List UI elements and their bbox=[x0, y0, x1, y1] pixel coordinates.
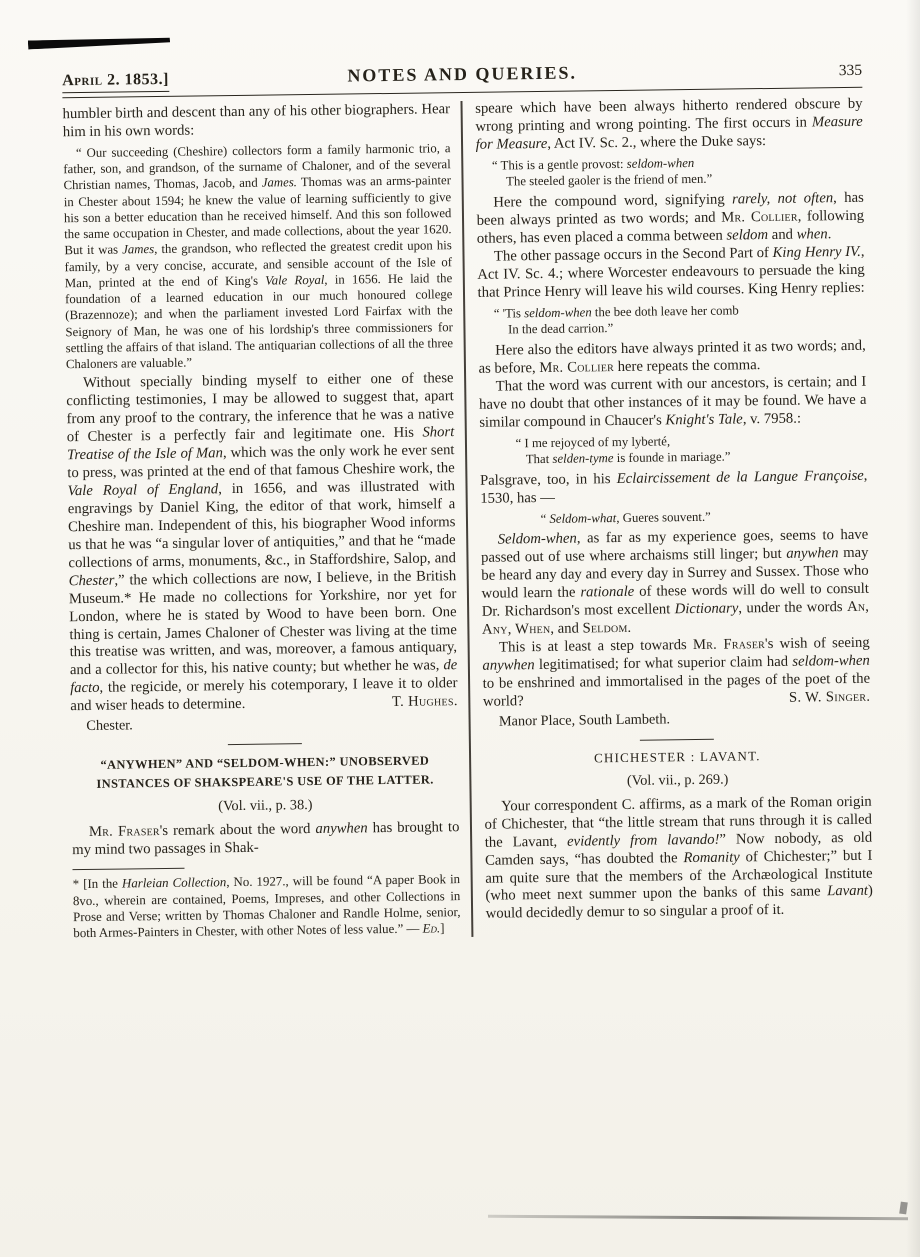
paragraph bbox=[63, 101, 451, 142]
text-segment: here repeats the comma. bbox=[613, 356, 761, 375]
article-heading: CHICHESTER : LAVANT. bbox=[593, 747, 761, 766]
text-segment: , the grandson, who reflected the greatest credit upon his family, by a very concise, accurate, and sensible account of the Isle of Man, printed at the end of King's bbox=[64, 238, 453, 291]
article-heading-line: “ANYWHEN” AND “SELDOM-WHEN:” UNOBSERVED bbox=[100, 753, 430, 772]
text-segment: , and bbox=[550, 620, 583, 637]
text-segment: That bbox=[525, 452, 553, 467]
quotation-block bbox=[63, 140, 453, 373]
page-number: 335 bbox=[838, 61, 863, 80]
text-segment: speare which have been always hitherto rendered obscure by wrong printing and wrong pointing. The first occurs in bbox=[475, 95, 863, 135]
text-segment: when bbox=[796, 226, 828, 243]
volume-reference: (Vol. vii., p. 269.) bbox=[626, 771, 729, 789]
text-segment: Short Treatise of the Isle of Man bbox=[66, 424, 455, 464]
text-segment: Measure for Measure bbox=[475, 113, 863, 153]
text-segment: , following others, has even placed a comma between bbox=[476, 207, 865, 247]
text-segment: Palsgrave, too, in his bbox=[479, 470, 617, 489]
text-segment: ) would decidedly demur to so singular a proof of it. bbox=[485, 883, 873, 923]
text-segment: seldom-when bbox=[792, 652, 870, 670]
text-segment: Vale Royal of England bbox=[67, 481, 219, 500]
text-segment: James bbox=[122, 242, 155, 257]
text-segment: selden-tyme bbox=[552, 451, 614, 467]
paragraph bbox=[481, 527, 870, 640]
text-segment: anywhen bbox=[482, 657, 535, 674]
verse-quotation bbox=[479, 430, 867, 468]
text-segment: , v. 7958.: bbox=[742, 410, 802, 428]
text-segment: Eclaircissement de la Langue Françoise bbox=[616, 467, 864, 487]
text-segment: The other passage occurs in the Second Part of bbox=[493, 244, 773, 265]
text-segment: Thomas was an arms-painter in Chester about 1594; he knew the value of learning sufficiently to give his son a better education than he received himself. And this son followed the same occupation in Chester, and made collections, about the year 1620. But it was bbox=[63, 173, 452, 258]
text-segment: , 1530, has — bbox=[480, 467, 868, 507]
text-segment: Seldom bbox=[582, 619, 628, 637]
text-segment: evidently from lavando! bbox=[567, 831, 720, 850]
text-segment: Mr. Collier bbox=[721, 208, 798, 226]
signature-place: Chester. bbox=[86, 717, 133, 735]
verse-quotation bbox=[480, 506, 868, 528]
publication-title: NOTES AND QUERIES. bbox=[347, 62, 578, 86]
text-segment: King Henry IV. bbox=[772, 243, 861, 261]
text-segment: , the regicide, or merely his cotemporary, I leave it to older and wiser heads to determine. bbox=[70, 675, 458, 715]
text-segment: Without specially binding myself to either one of these conflicting testimonies, I may be allowed to suggest that, apart from any proof to the contrary, the inference that he was a native of Chester is a perfectly fair and legitimate one. His bbox=[66, 370, 455, 446]
left-column bbox=[63, 101, 472, 942]
text-segment: the bee doth leave her comb bbox=[591, 303, 739, 320]
text-segment: of these words will do well to consult Dr. Richardson's most excellent bbox=[481, 580, 869, 620]
text-segment: has brought to my mind two passages in Shak- bbox=[72, 819, 460, 859]
text-segment: , in 1656. He laid the foundation of a learned education in our much honoured college (Brazennoze); and when the parliament invested Lord Fairfax with the Seignory of Man, he was one of his lordship's three commissioners for settling the affairs of that island. The antiquarian collections of all the three Chaloners are valuable.” bbox=[64, 271, 454, 372]
text-segment: Vale Royal bbox=[265, 272, 325, 288]
text-segment: . bbox=[827, 226, 832, 243]
text-segment: 's remark about the word bbox=[159, 821, 316, 840]
text-segment: * [In the bbox=[72, 876, 123, 892]
article-separator-rule bbox=[228, 743, 302, 745]
text-segment: Chester bbox=[68, 572, 115, 589]
volume-reference: (Vol. vii., p. 38.) bbox=[218, 797, 313, 815]
text-segment: “ 'Tis bbox=[493, 305, 525, 321]
right-column bbox=[462, 96, 873, 937]
text-segment: rarely, not often bbox=[731, 190, 834, 208]
text-segment: Dictionary bbox=[674, 600, 739, 618]
text-segment: seldom-when bbox=[524, 305, 592, 320]
text-segment: . bbox=[627, 619, 632, 636]
verse-quotation bbox=[478, 300, 866, 338]
text-segment: , has been always printed as two words; and bbox=[476, 189, 864, 229]
text-segment: “ This is a gentle provost: bbox=[491, 156, 627, 173]
signature-place: Manor Place, South Lambeth. bbox=[498, 711, 671, 730]
text-segment: and bbox=[767, 226, 797, 243]
text-segment: This is at least a step towards bbox=[499, 637, 694, 656]
text-segment: , Act IV. Sc. 4.; where Worcester endeavours to persuade the king that Prince Henry will leave his wild courses. King Henry replies: bbox=[477, 243, 865, 301]
text-segment: , No. 1927., will be found “A paper Book in 8vo., wherein are contained, Poems, Impreses, and other Collections in Prose and Verse; written by Thomas Chaloner and Randle Holme, senior, both Armes-Painters in Chester, with other Notes of less value.” — bbox=[72, 872, 461, 941]
text-segment: That the word was current with our ancestors, is certain; and I have no doubt that other instances of it may be found. We have a similar compound in Chaucer's bbox=[478, 373, 867, 431]
article-heading-line: INSTANCES OF SHAKSPEARE'S USE OF THE LATTER. bbox=[96, 772, 434, 791]
text-segment: Mr. Fraser bbox=[692, 636, 766, 654]
text-segment: anywhen bbox=[786, 545, 839, 563]
text-segment: seldom-when bbox=[626, 155, 695, 171]
text-segment: , under the words bbox=[738, 599, 848, 617]
article-separator-rule bbox=[640, 739, 714, 741]
paragraph bbox=[484, 793, 873, 924]
text-segment: , which was the only work he ever sent to press, was printed at the end of that famous Cheshire work, the bbox=[67, 442, 455, 482]
text-segment: ” Now nobody, as old Camden says, “has doubted the bbox=[484, 829, 873, 869]
paragraph bbox=[66, 371, 458, 717]
paragraph bbox=[482, 635, 870, 712]
paragraph bbox=[478, 338, 866, 379]
text-segment: Here also the editors have always printed it as two words; and, as before, bbox=[478, 337, 866, 377]
text-segment: Mr. Fraser bbox=[88, 823, 160, 841]
text-segment: Seldom-what bbox=[549, 510, 617, 526]
text-segment: rationale bbox=[580, 583, 635, 601]
text-segment: Seldom-when bbox=[497, 530, 577, 548]
article-heading bbox=[71, 751, 459, 793]
text-segment: anywhen bbox=[315, 820, 368, 838]
text-segment: of Chichester;” but I am quite sure that the members of the Archæological Institute (who meet next summer upon the banks of this same bbox=[485, 847, 873, 905]
text-segment: “ bbox=[540, 511, 550, 526]
issue-date: April 2. 1853.] bbox=[62, 71, 169, 93]
text-segment: James. bbox=[261, 175, 298, 191]
text-segment: is founde in mariage.” bbox=[613, 449, 731, 466]
text-segment: , in 1656, and was illustrated with engravings by Daniel King, the editor of that work, himself a Cheshire man. Independent of this, his biographer Wood informs us that he was “a singular lover of antiquities,” and that he “made collections of arms, monuments, &c., in Staffordshire, Salop, and bbox=[67, 478, 456, 571]
text-segment: seldom bbox=[726, 226, 769, 244]
text-segment: legitimatised; for what superior claim had bbox=[534, 653, 793, 674]
text-segment: Lavant bbox=[827, 883, 869, 900]
text-segment: ] bbox=[440, 921, 445, 936]
paragraph bbox=[476, 190, 864, 249]
paragraph bbox=[480, 468, 868, 509]
paragraph bbox=[479, 374, 867, 433]
text-segment: 's wish of seeing bbox=[764, 634, 870, 653]
text-segment: Romanity bbox=[683, 848, 740, 866]
verse-quotation bbox=[476, 153, 864, 191]
text-segment: may be heard any day and every day in Surrey and Sussex. Those who would learn the bbox=[481, 545, 869, 602]
text-segment: T. Hughes. bbox=[391, 693, 458, 711]
text-segment: , as far as my experience goes, seems to have passed out of use where archaisms still linger; but bbox=[480, 527, 869, 567]
text-segment: de facto bbox=[70, 657, 458, 697]
columns bbox=[63, 96, 874, 942]
scan-artifact-ink-mark bbox=[28, 36, 170, 50]
text-segment: Your correspondent C. affirms, as a mark of the Roman origin of Chichester, that “the little stream that runs through it is called the Lavant, bbox=[484, 793, 873, 851]
text-segment: Knight's Tale bbox=[665, 411, 743, 429]
text-segment: S. W. Singer. bbox=[788, 688, 871, 706]
text-segment: to be enshrined and immortalised in the pages of the poet of the world? bbox=[482, 670, 871, 710]
paragraph bbox=[477, 244, 865, 303]
text-segment: Mr. Collier bbox=[539, 358, 615, 376]
paragraph bbox=[72, 820, 460, 861]
text-segment: In the dead carrion.” bbox=[507, 321, 614, 337]
scan-edge-shadow bbox=[906, 0, 920, 1257]
text-segment: Here the compound word, signifying bbox=[493, 191, 733, 211]
text-segment: , Gueres souvent.” bbox=[616, 509, 711, 525]
text-segment: Ed. bbox=[422, 921, 441, 937]
page-content bbox=[62, 59, 873, 942]
verse-line bbox=[480, 506, 868, 528]
text-segment: “ I me rejoyced of my lyberté, bbox=[515, 433, 671, 450]
text-segment: An, Any, When bbox=[481, 598, 870, 638]
footnote bbox=[73, 871, 461, 942]
paragraph bbox=[475, 96, 863, 155]
text-segment: , Act IV. Sc. 2., where the Duke says: bbox=[547, 132, 767, 152]
text-segment: ,” the which collections are now, I believe, in the British Museum.* He made no collections for Yorkshire, nor yet for London, where he is stated by Wood to have been born. One thing is certain, James Chaloner of Chester was living at the time this treatise was written, and was, moreover, a famous antiquary, and a collector for this, his native county; but whether he was, bbox=[68, 567, 458, 679]
footnote-rule bbox=[73, 868, 185, 870]
text-segment: “ Our succeeding (Cheshire) collectors form a family harmonic trio, a father, son, and grandson, of the surname of Chaloner, and of the several Christian names, Thomas, Jacob, and bbox=[63, 141, 451, 193]
scan-artifact-smudge bbox=[488, 1215, 908, 1221]
text-segment: Harleian Collection bbox=[121, 875, 227, 891]
text-segment: humbler birth and descent than any of his other biographers. Hear him in his own words: bbox=[62, 101, 451, 141]
text-segment: The steeled gaoler is the friend of men.” bbox=[506, 172, 713, 189]
